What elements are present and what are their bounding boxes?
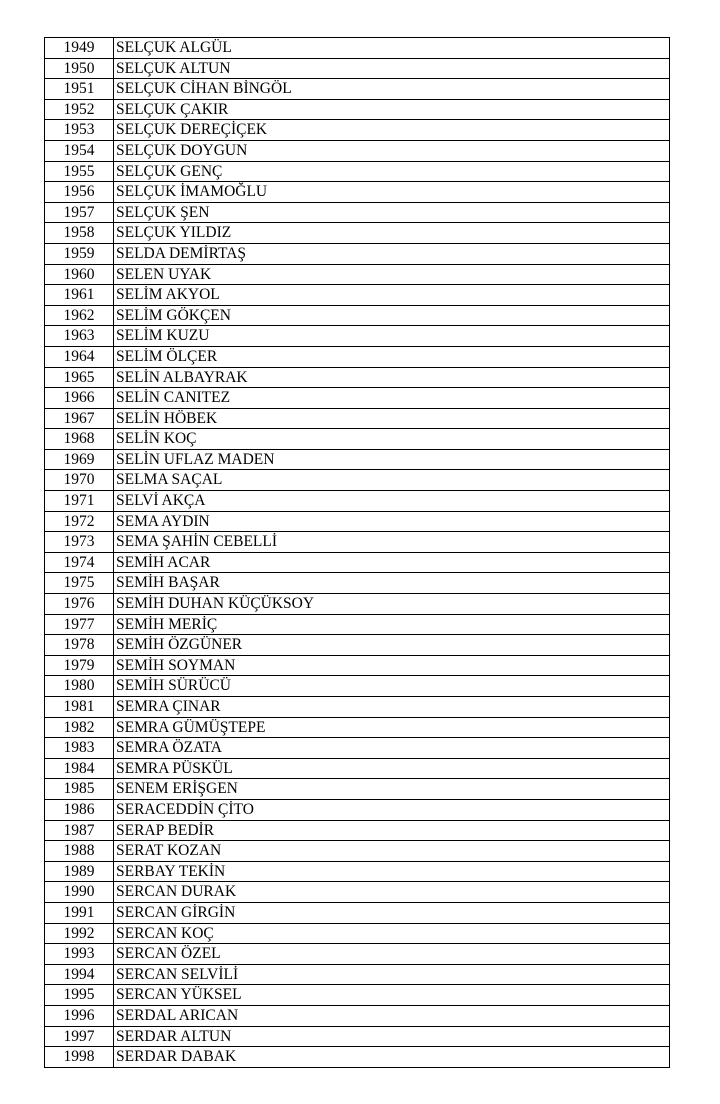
- table-row: [45, 182, 670, 203]
- row-number: 1978: [45, 635, 114, 656]
- person-name: SELDA DEMİRTAŞ: [114, 243, 670, 264]
- table-row: [45, 635, 670, 656]
- table-row: [45, 923, 670, 944]
- person-name: SELİN CANITEZ: [114, 388, 670, 409]
- person-name: SERDAR DABAK: [114, 1047, 670, 1068]
- row-number: 1996: [45, 1005, 114, 1026]
- table-row: [45, 1026, 670, 1047]
- table-row: [45, 408, 670, 429]
- row-number: 1971: [45, 491, 114, 512]
- person-name: SELİM ÖLÇER: [114, 346, 670, 367]
- table-body: [45, 38, 670, 1068]
- row-number: 1991: [45, 902, 114, 923]
- table-row: [45, 346, 670, 367]
- table-row: [45, 820, 670, 841]
- person-name: SERAT KOZAN: [114, 841, 670, 862]
- person-name: SEMRA PÜSKÜL: [114, 758, 670, 779]
- row-number: 1994: [45, 964, 114, 985]
- person-name: SELÇUK DEREÇİÇEK: [114, 120, 670, 141]
- person-name: SELİN ALBAYRAK: [114, 367, 670, 388]
- person-name: SELİN HÖBEK: [114, 408, 670, 429]
- table-row: [45, 799, 670, 820]
- row-number: 1955: [45, 161, 114, 182]
- row-number: 1981: [45, 697, 114, 718]
- person-name: SEMİH ÖZGÜNER: [114, 635, 670, 656]
- table-row: [45, 532, 670, 553]
- table-row: [45, 223, 670, 244]
- row-number: 1995: [45, 985, 114, 1006]
- person-name: SELÇUK İMAMOĞLU: [114, 182, 670, 203]
- table-row: [45, 614, 670, 635]
- row-number: 1961: [45, 285, 114, 306]
- table-row: [45, 552, 670, 573]
- table-row: [45, 511, 670, 532]
- name-list-document: [44, 37, 670, 1068]
- person-name: SELEN UYAK: [114, 264, 670, 285]
- table-row: [45, 841, 670, 862]
- person-name: SERCAN DURAK: [114, 882, 670, 903]
- row-number: 1968: [45, 429, 114, 450]
- row-number: 1976: [45, 594, 114, 615]
- table-row: [45, 1005, 670, 1026]
- row-number: 1966: [45, 388, 114, 409]
- person-name: SELÇUK DOYGUN: [114, 140, 670, 161]
- row-number: 1987: [45, 820, 114, 841]
- row-number: 1982: [45, 717, 114, 738]
- row-number: 1989: [45, 861, 114, 882]
- row-number: 1973: [45, 532, 114, 553]
- person-name: SEMA AYDIN: [114, 511, 670, 532]
- person-name: SEMA ŞAHİN CEBELLİ: [114, 532, 670, 553]
- row-number: 1990: [45, 882, 114, 903]
- person-name: SELİN KOÇ: [114, 429, 670, 450]
- table-row: [45, 202, 670, 223]
- row-number: 1958: [45, 223, 114, 244]
- row-number: 1959: [45, 243, 114, 264]
- row-number: 1984: [45, 758, 114, 779]
- person-name: SEMRA GÜMÜŞTEPE: [114, 717, 670, 738]
- row-number: 1970: [45, 470, 114, 491]
- table-row: [45, 429, 670, 450]
- person-name: SELİM KUZU: [114, 326, 670, 347]
- row-number: 1985: [45, 779, 114, 800]
- row-number: 1993: [45, 944, 114, 965]
- table-row: [45, 140, 670, 161]
- person-name: SEMİH BAŞAR: [114, 573, 670, 594]
- person-name: SELİM GÖKÇEN: [114, 305, 670, 326]
- person-name: SEMİH DUHAN KÜÇÜKSOY: [114, 594, 670, 615]
- row-number: 1956: [45, 182, 114, 203]
- person-name: SELÇUK ALTUN: [114, 58, 670, 79]
- person-name: SEMRA ÖZATA: [114, 738, 670, 759]
- table-row: [45, 264, 670, 285]
- row-number: 1950: [45, 58, 114, 79]
- table-row: [45, 861, 670, 882]
- table-row: [45, 985, 670, 1006]
- table-row: [45, 243, 670, 264]
- row-number: 1977: [45, 614, 114, 635]
- table-row: [45, 779, 670, 800]
- table-row: [45, 388, 670, 409]
- row-number: 1953: [45, 120, 114, 141]
- table-row: [45, 697, 670, 718]
- row-number: 1962: [45, 305, 114, 326]
- table-row: [45, 58, 670, 79]
- table-row: [45, 758, 670, 779]
- table-row: [45, 305, 670, 326]
- table-row: [45, 717, 670, 738]
- table-row: [45, 738, 670, 759]
- row-number: 1975: [45, 573, 114, 594]
- row-number: 1957: [45, 202, 114, 223]
- table-row: [45, 1047, 670, 1068]
- person-name: SELÇUK YILDIZ: [114, 223, 670, 244]
- table-row: [45, 944, 670, 965]
- person-name: SERAP BEDİR: [114, 820, 670, 841]
- person-name: SELÇUK ŞEN: [114, 202, 670, 223]
- name-table: [44, 37, 670, 1068]
- person-name: SEMİH SOYMAN: [114, 655, 670, 676]
- person-name: SEMİH MERİÇ: [114, 614, 670, 635]
- person-name: SERBAY TEKİN: [114, 861, 670, 882]
- row-number: 1964: [45, 346, 114, 367]
- table-row: [45, 367, 670, 388]
- row-number: 1965: [45, 367, 114, 388]
- table-row: [45, 491, 670, 512]
- table-row: [45, 676, 670, 697]
- table-row: [45, 79, 670, 100]
- row-number: 1951: [45, 79, 114, 100]
- row-number: 1963: [45, 326, 114, 347]
- person-name: SELİM AKYOL: [114, 285, 670, 306]
- person-name: SEMRA ÇINAR: [114, 697, 670, 718]
- row-number: 1954: [45, 140, 114, 161]
- table-row: [45, 285, 670, 306]
- row-number: 1983: [45, 738, 114, 759]
- row-number: 1972: [45, 511, 114, 532]
- person-name: SELÇUK CİHAN BİNGÖL: [114, 79, 670, 100]
- row-number: 1980: [45, 676, 114, 697]
- person-name: SERACEDDİN ÇİTO: [114, 799, 670, 820]
- person-name: SELMA SAÇAL: [114, 470, 670, 491]
- row-number: 1979: [45, 655, 114, 676]
- row-number: 1952: [45, 99, 114, 120]
- person-name: SELÇUK ALGÜL: [114, 38, 670, 59]
- row-number: 1986: [45, 799, 114, 820]
- table-row: [45, 120, 670, 141]
- row-number: 1969: [45, 449, 114, 470]
- person-name: SELÇUK GENÇ: [114, 161, 670, 182]
- table-row: [45, 964, 670, 985]
- person-name: SEMİH ACAR: [114, 552, 670, 573]
- person-name: SERDAL ARICAN: [114, 1005, 670, 1026]
- table-row: [45, 470, 670, 491]
- person-name: SERCAN SELVİLİ: [114, 964, 670, 985]
- row-number: 1960: [45, 264, 114, 285]
- row-number: 1949: [45, 38, 114, 59]
- row-number: 1998: [45, 1047, 114, 1068]
- table-row: [45, 902, 670, 923]
- row-number: 1997: [45, 1026, 114, 1047]
- person-name: SENEM ERİŞGEN: [114, 779, 670, 800]
- table-row: [45, 655, 670, 676]
- person-name: SERCAN GİRGİN: [114, 902, 670, 923]
- person-name: SELÇUK ÇAKIR: [114, 99, 670, 120]
- row-number: 1988: [45, 841, 114, 862]
- table-row: [45, 449, 670, 470]
- table-row: [45, 573, 670, 594]
- person-name: SERDAR ALTUN: [114, 1026, 670, 1047]
- person-name: SERCAN KOÇ: [114, 923, 670, 944]
- person-name: SERCAN YÜKSEL: [114, 985, 670, 1006]
- table-row: [45, 882, 670, 903]
- person-name: SELİN UFLAZ MADEN: [114, 449, 670, 470]
- row-number: 1974: [45, 552, 114, 573]
- row-number: 1967: [45, 408, 114, 429]
- person-name: SELVİ AKÇA: [114, 491, 670, 512]
- table-row: [45, 326, 670, 347]
- person-name: SEMİH SÜRÜCÜ: [114, 676, 670, 697]
- table-row: [45, 161, 670, 182]
- table-row: [45, 99, 670, 120]
- table-row: [45, 594, 670, 615]
- row-number: 1992: [45, 923, 114, 944]
- person-name: SERCAN ÖZEL: [114, 944, 670, 965]
- table-row: [45, 38, 670, 59]
